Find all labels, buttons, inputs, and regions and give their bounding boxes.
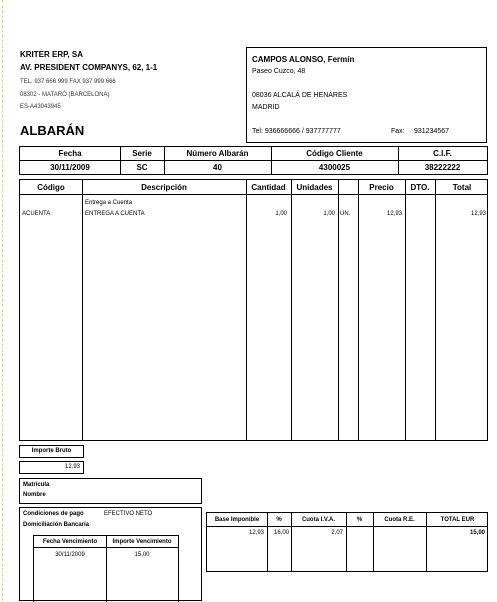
row-codigo: ACUENTA: [22, 211, 51, 217]
payment-conditions-label: Condiciones de pago: [23, 511, 84, 517]
importe-bruto-label: Importe Bruto: [31, 448, 72, 454]
venc-header-fecha: Fecha Vencimiento: [42, 538, 98, 545]
value-codigo-cliente: 4300025: [318, 163, 351, 172]
venc-header-importe: Importe Vencimiento: [112, 538, 172, 545]
row-precio: 12,93: [386, 211, 402, 217]
label-numero-albaran: Número Albarán: [186, 149, 249, 158]
lines-header-row: [20, 180, 487, 195]
totals-header-pct-re: %: [356, 516, 363, 523]
totals-value-base: 12,93: [248, 530, 264, 536]
importe-bruto-label-box: [19, 445, 84, 458]
company-name: KRITER ERP, SA: [20, 50, 83, 59]
lines-table: [19, 179, 488, 441]
label-serie: Serie: [132, 149, 152, 158]
company-tax-id: ES-A43043945: [20, 104, 61, 110]
col-total: Total: [452, 182, 472, 192]
client-tel: Tel: 936666666 / 937777777: [252, 128, 341, 135]
page-edge-guide: [2, 0, 3, 601]
totals-value-cuota-iva: 2,07: [331, 530, 343, 536]
importe-bruto-value-box: [19, 461, 84, 474]
client-city: 08036 ALCALÁ DE HENARES: [252, 92, 348, 99]
client-fax-label: Fax:: [391, 128, 405, 135]
header-values-row: [20, 161, 487, 174]
payment-conditions-value: EFECTIVO NETO: [104, 511, 153, 517]
value-numero-albaran: 40: [213, 163, 222, 172]
company-address: AV. PRESIDENT COMPANYS, 62, 1-1: [20, 63, 158, 72]
row-unit: UN.: [340, 211, 351, 217]
importe-bruto-value: 12,93: [64, 464, 80, 470]
company-phone-fax: TEL. 937 666 999 FAX 937 999 666: [20, 79, 116, 85]
client-box: [246, 47, 487, 143]
matricula-label: Matrícula: [23, 482, 50, 488]
matricula-box: [19, 478, 202, 504]
document-header-table: [19, 146, 488, 175]
venc-row-fecha: 30/11/2009: [55, 552, 85, 558]
client-fax: 931234567: [414, 128, 450, 135]
col-cantidad: Cantidad: [251, 182, 286, 192]
totals-header-total: TOTAL EUR: [440, 516, 475, 523]
totals-value-total: 15,00: [469, 530, 485, 536]
totals-header-cuota-iva: Cuota I.V.A.: [301, 516, 336, 523]
label-fecha: Fecha: [58, 149, 82, 158]
col-descripcion: Descripción: [141, 182, 187, 192]
col-unidades: Unidades: [296, 182, 333, 192]
value-cif: 38222222: [424, 163, 461, 172]
label-codigo-cliente: Código Cliente: [306, 149, 363, 158]
venc-row-importe: 15,00: [134, 552, 150, 558]
totals-header-cuota-re: Cuota R.E.: [384, 516, 415, 523]
client-province: MADRID: [252, 104, 280, 111]
row-desc-line2: ENTREGA A CUENTA: [85, 211, 145, 217]
client-name: CAMPOS ALONSO, Fermín: [252, 55, 355, 64]
nombre-label: Nombre: [23, 492, 46, 498]
venc-header: [33, 535, 179, 548]
row-total: 12,93: [470, 211, 486, 217]
totals-value-pct-iva: 16,00: [273, 530, 289, 536]
payment-box: [19, 507, 202, 601]
col-precio: Precio: [369, 182, 394, 192]
col-dto: DTO.: [410, 182, 430, 192]
row-cantidad: 1,00: [275, 211, 287, 217]
totals-header-base: Base Imponible: [214, 516, 260, 523]
document-title: ALBARÁN: [20, 123, 85, 138]
value-serie: SC: [136, 163, 148, 172]
header-labels-row: [20, 147, 487, 161]
company-city: 08302 - MATARÓ (BARCELONA): [20, 92, 110, 98]
totals-header-pct-iva: %: [276, 516, 282, 523]
totals-table: [206, 512, 488, 572]
venc-body: [33, 548, 179, 602]
totals-header-row: [207, 513, 487, 527]
col-codigo: Código: [37, 182, 65, 192]
client-street: Paseo Cuzco, 48: [252, 68, 306, 75]
row-unidades: 1,00: [323, 211, 335, 217]
label-cif: C.I.F.: [433, 149, 452, 158]
value-fecha: 30/11/2009: [50, 163, 90, 172]
domiciliacion-label: Domiciliación Bancaria: [23, 522, 90, 528]
row-desc-line1: Entrega a Cuenta: [85, 200, 133, 206]
